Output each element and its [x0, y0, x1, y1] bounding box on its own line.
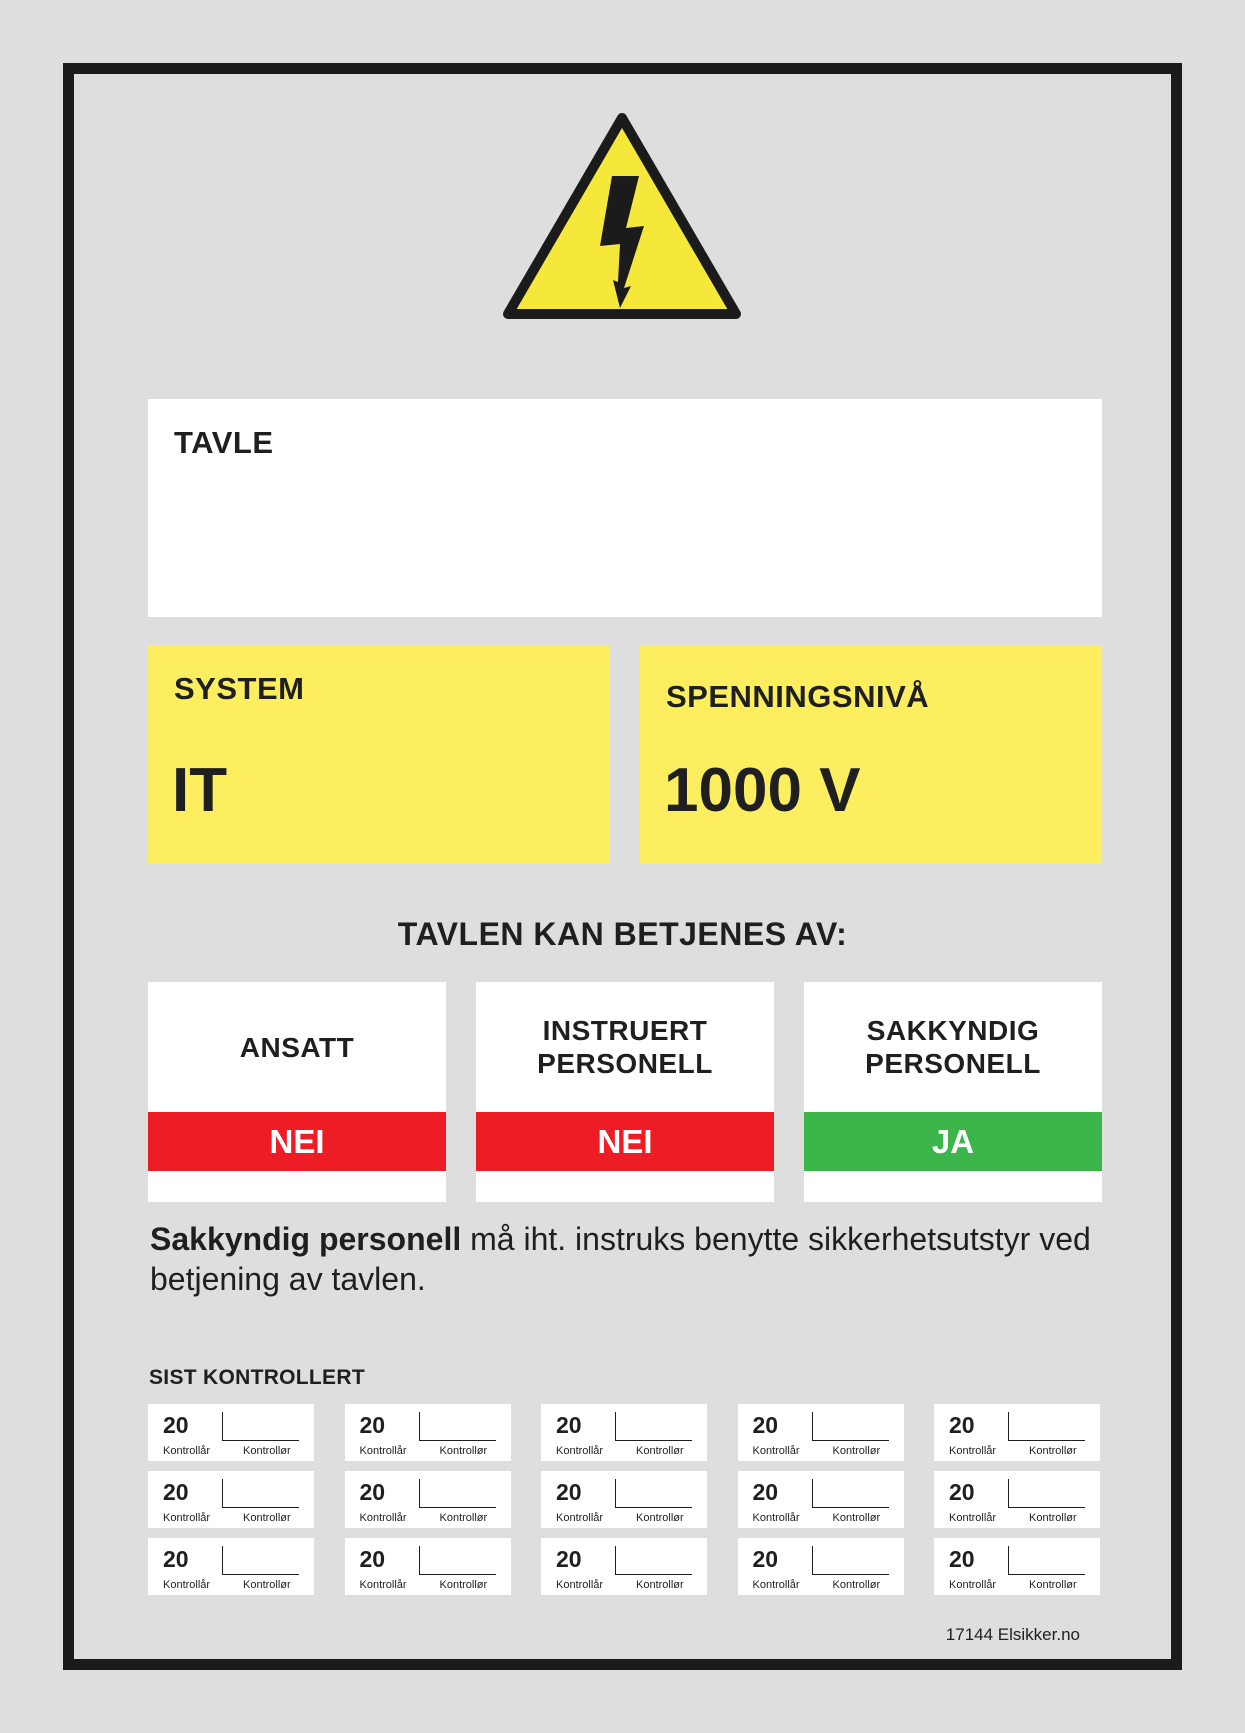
signature-line — [812, 1440, 889, 1441]
year-label: Kontrollår — [359, 1445, 407, 1457]
year-label: Kontrollår — [949, 1445, 997, 1457]
operator-instruert-personell — [476, 982, 774, 1202]
high-voltage-warning-icon — [502, 110, 742, 322]
year-divider — [615, 1479, 616, 1507]
inspection-cell — [148, 1471, 314, 1528]
signature-line — [615, 1440, 692, 1441]
inspector-label: Kontrollør — [1029, 1579, 1077, 1591]
inspector-label: Kontrollør — [636, 1512, 684, 1524]
year-divider — [812, 1546, 813, 1574]
year-label: Kontrollår — [163, 1445, 211, 1457]
inspector-label: Kontrollør — [243, 1512, 291, 1524]
year-prefix: 20 — [949, 1479, 975, 1505]
year-divider — [419, 1412, 420, 1440]
notice-text — [150, 1219, 1100, 1299]
signature-line — [1008, 1574, 1085, 1575]
year-label: Kontrollår — [359, 1512, 407, 1524]
signature-line — [222, 1574, 299, 1575]
year-divider — [222, 1546, 223, 1574]
spenningsniva-value: 1000 V — [664, 756, 861, 825]
year-divider — [222, 1479, 223, 1507]
year-divider — [1008, 1546, 1009, 1574]
system-value: IT — [172, 756, 228, 825]
year-prefix: 20 — [163, 1412, 189, 1438]
year-label: Kontrollår — [752, 1512, 800, 1524]
year-label: Kontrollår — [163, 1512, 211, 1524]
year-prefix: 20 — [752, 1546, 779, 1572]
signature-line — [1008, 1507, 1085, 1508]
inspection-cell — [345, 1538, 511, 1595]
inspector-label: Kontrollør — [832, 1579, 881, 1591]
inspection-cell — [934, 1471, 1100, 1528]
inspection-cell — [541, 1404, 707, 1461]
year-prefix: 20 — [163, 1546, 189, 1572]
year-divider — [812, 1479, 813, 1507]
year-divider — [1008, 1479, 1009, 1507]
signature-line — [419, 1440, 496, 1441]
operator-status: NEI — [476, 1112, 774, 1171]
operator-label: INSTRUERT PERSONELL — [537, 1015, 713, 1079]
year-divider — [419, 1479, 420, 1507]
year-prefix: 20 — [359, 1546, 386, 1572]
year-divider — [419, 1546, 420, 1574]
sist-kontrollert-label: SIST KONTROLLERT — [149, 1366, 365, 1389]
year-prefix: 20 — [752, 1412, 779, 1438]
tavle-field — [148, 399, 1102, 617]
system-label: SYSTEM — [174, 671, 305, 706]
inspector-label: Kontrollør — [636, 1579, 684, 1591]
inspection-cell — [148, 1404, 314, 1461]
inspection-cell — [148, 1538, 314, 1595]
operator-label: ANSATT — [239, 1031, 355, 1063]
inspection-cell — [934, 1404, 1100, 1461]
inspection-cell — [738, 1538, 904, 1595]
inspection-cell — [738, 1471, 904, 1528]
year-label: Kontrollår — [556, 1579, 604, 1591]
year-label: Kontrollår — [752, 1445, 800, 1457]
year-label: Kontrollår — [163, 1579, 211, 1591]
spenningsniva-label: SPENNINGSNIVÅ — [666, 679, 930, 714]
operator-label: SAKKYNDIG PERSONELL — [865, 1015, 1041, 1079]
signature-line — [222, 1440, 299, 1441]
notice-bold: Sakkyndig personell — [150, 1221, 462, 1257]
sign-frame — [63, 63, 1182, 1670]
inspector-label: Kontrollør — [243, 1579, 291, 1591]
operator-status: JA — [804, 1112, 1102, 1171]
signature-line — [812, 1574, 889, 1575]
year-prefix: 20 — [949, 1412, 975, 1438]
inspector-label: Kontrollør — [1029, 1512, 1077, 1524]
inspector-label: Kontrollør — [1029, 1445, 1077, 1457]
year-label: Kontrollår — [752, 1579, 800, 1591]
inspection-cell — [934, 1538, 1100, 1595]
inspection-cell — [738, 1404, 904, 1461]
inspection-cell — [541, 1471, 707, 1528]
inspector-label: Kontrollør — [832, 1512, 881, 1524]
spenningsniva-field — [640, 645, 1102, 863]
year-divider — [1008, 1412, 1009, 1440]
year-prefix: 20 — [752, 1479, 779, 1505]
year-label: Kontrollår — [556, 1512, 604, 1524]
footer-code: 17144 Elsikker.no — [945, 1625, 1080, 1644]
year-prefix: 20 — [556, 1546, 582, 1572]
inspector-label: Kontrollør — [832, 1445, 881, 1457]
year-divider — [222, 1412, 223, 1440]
inspector-label: Kontrollør — [439, 1579, 488, 1591]
year-prefix: 20 — [359, 1479, 386, 1505]
inspector-label: Kontrollør — [439, 1445, 488, 1457]
inspector-label: Kontrollør — [243, 1445, 291, 1457]
year-prefix: 20 — [556, 1479, 582, 1505]
year-prefix: 20 — [163, 1479, 189, 1505]
year-label: Kontrollår — [949, 1512, 997, 1524]
operators-heading: TAVLEN KAN BETJENES AV: — [397, 916, 848, 952]
tavle-label: TAVLE — [174, 425, 274, 460]
inspection-cell — [541, 1538, 707, 1595]
inspector-label: Kontrollør — [636, 1445, 684, 1457]
notice-rest: må iht. instruks benytte sikkerhetsutstyr ved betjening av tavlen. — [150, 1221, 1091, 1297]
signature-line — [1008, 1440, 1085, 1441]
year-divider — [812, 1412, 813, 1440]
operator-status: NEI — [148, 1112, 446, 1171]
year-divider — [615, 1412, 616, 1440]
year-label: Kontrollår — [359, 1579, 407, 1591]
system-field — [148, 645, 610, 863]
signature-line — [812, 1507, 889, 1508]
year-prefix: 20 — [556, 1412, 582, 1438]
year-label: Kontrollår — [556, 1445, 604, 1457]
inspection-cell — [345, 1471, 511, 1528]
year-label: Kontrollår — [949, 1579, 997, 1591]
operator-ansatt — [148, 982, 446, 1202]
year-divider — [615, 1546, 616, 1574]
signature-line — [615, 1507, 692, 1508]
year-prefix: 20 — [949, 1546, 975, 1572]
signature-line — [419, 1574, 496, 1575]
inspection-cell — [345, 1404, 511, 1461]
signature-line — [419, 1507, 496, 1508]
year-prefix: 20 — [359, 1412, 386, 1438]
signature-line — [222, 1507, 299, 1508]
signature-line — [615, 1574, 692, 1575]
inspector-label: Kontrollør — [439, 1512, 488, 1524]
operator-sakkyndig-personell — [804, 982, 1102, 1202]
